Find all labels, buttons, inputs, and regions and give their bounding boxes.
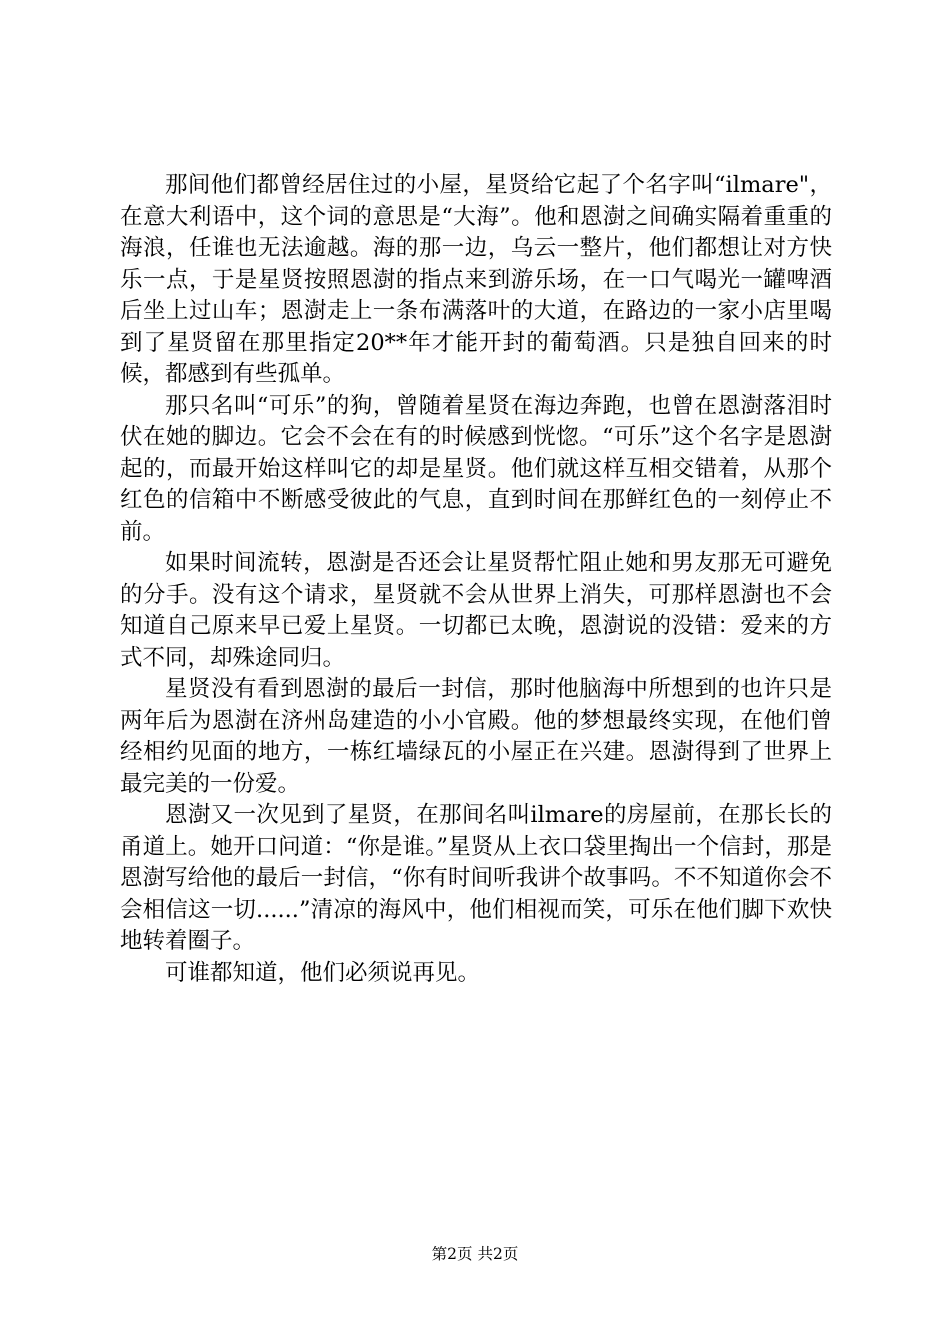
paragraph-3: 如果时间流转，恩澍是否还会让星贤帮忙阻止她和男友那无可避免的分手。没有这个请求，星贤就不会从世界上消失，可那样恩澍也不会知道自己原来早已爱上星贤。一切都已太晚，恩澍说的没错：爱来的方式不同，却殊途同归。 [120, 550, 832, 671]
paragraph-4: 星贤没有看到恩澍的最后一封信，那时他脑海中所想到的也许只是两年后为恩澍在济州岛建造的小小官殿。他的梦想最终实现，在他们曾经相约见面的地方，一栋红墙绿瓦的小屋正在兴建。恩澍得到了世界上最完美的一份爱。 [120, 676, 832, 797]
paragraph-2: 那只名叫“可乐”的狗，曾随着星贤在海边奔跑，也曾在恩澍落泪时伏在她的脚边。它会不会在有的时候感到恍惚。“可乐”这个名字是恩澍起的，而最开始这样叫它的却是星贤。他们就这样互相交错着，从那个红色的信箱中不断感受彼此的气息，直到时间在那鲜红色的一刻停止不前。 [120, 392, 832, 545]
page-number-footer: 第2页 共2页 [431, 1245, 519, 1263]
paragraph-6: 可谁都知道，他们必须说再见。 [165, 959, 481, 986]
paragraph-1: 那间他们都曾经居住过的小屋，星贤给它起了个名字叫“ilmare"，在意大利语中，这个词的意思是“大海”。他和恩澍之间确实隔着重重的海浪，任谁也无法逾越。海的那一边，乌云一整片，他们都想让对方快乐一点，于是星贤按照恩澍的指点来到游乐场，在一口气喝光一罐啤酒后坐上过山车；恩澍走上一条布满落叶的大道，在路边的一家小店里喝到了星贤留在那里指定20**年才能开封的葡萄酒。只是独自回来的时候，都感到有些孤单。 [120, 172, 832, 387]
article-body [120, 170, 832, 989]
paragraph-5: 恩澍又一次见到了星贤，在那间名叫ilmare的房屋前，在那长长的甬道上。她开口问道：“你是谁。”星贤从上衣口袋里掏出一个信封，那是恩澍写给他的最后一封信，“你有时间听我讲个故事吗。不不知道你会不会相信这一切......”清凉的海风中，他们相视而笑，可乐在他们脚下欢快地转着圈子。 [120, 802, 832, 954]
